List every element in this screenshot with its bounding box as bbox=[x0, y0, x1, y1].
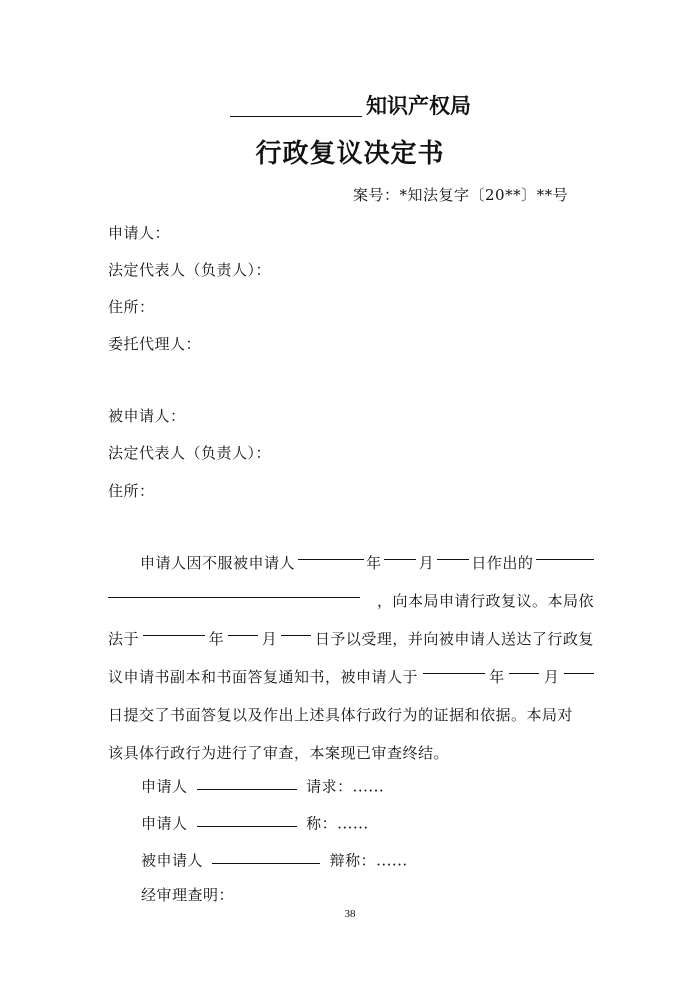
authority-blank-line bbox=[230, 116, 362, 117]
paragraph-text: 议申请书副本和书面答复通知书，被申请人于 bbox=[108, 668, 419, 686]
paragraph-line bbox=[108, 658, 594, 696]
applicant-legal-rep-label: 法定代表人（负责人）： bbox=[108, 261, 272, 279]
request-text: 请求：...... bbox=[306, 777, 385, 796]
page-number: 38 bbox=[344, 908, 356, 920]
applicant-claim-line bbox=[141, 811, 369, 834]
paragraph-line bbox=[108, 544, 594, 582]
findings-heading: 经审理查明： bbox=[141, 886, 235, 904]
paragraph-line bbox=[108, 696, 594, 734]
paragraph-text: 日提交了书面答复以及作出上述具体行政行为的证据和依据。本局对 bbox=[108, 706, 574, 724]
month-blank bbox=[384, 544, 416, 560]
month-label: 月 bbox=[418, 554, 435, 572]
year-blank bbox=[143, 620, 205, 636]
paragraph-text: ，向本局申请行政复议。本局依 bbox=[376, 592, 594, 610]
issuing-authority bbox=[230, 90, 480, 120]
defense-text: 辩称：...... bbox=[329, 851, 408, 870]
document-title: 行政复议决定书 bbox=[255, 139, 445, 169]
day-blank bbox=[281, 620, 311, 636]
month-blank bbox=[228, 620, 258, 636]
applicant-agent-label: 委托代理人： bbox=[108, 335, 202, 353]
year-blank bbox=[423, 658, 485, 674]
respondent-label: 被申请人 bbox=[141, 851, 204, 870]
respondent-address-label: 住所： bbox=[108, 482, 155, 500]
applicant-name-label: 申请人： bbox=[108, 224, 171, 242]
authority-name: 知识产权局 bbox=[366, 94, 471, 118]
applicant-blank bbox=[197, 772, 297, 790]
claim-text: 称：...... bbox=[306, 814, 369, 833]
paragraph-line bbox=[108, 620, 594, 658]
applicant-blank bbox=[197, 809, 297, 827]
paragraph-line bbox=[108, 582, 594, 620]
paragraph-text: 该具体行政行为进行了审查，本案现已审查终结。 bbox=[108, 744, 450, 762]
month-label: 月 bbox=[543, 668, 560, 686]
applicant-request-line bbox=[141, 774, 384, 797]
applicant-label: 申请人 bbox=[141, 814, 188, 833]
month-label: 月 bbox=[261, 630, 278, 648]
year-label: 年 bbox=[366, 554, 382, 572]
paragraph-text: 日予以受理，并向被申请人送达了行政复 bbox=[314, 630, 594, 648]
applicant-label: 申请人 bbox=[141, 777, 188, 796]
applicant-address-label: 住所： bbox=[108, 298, 155, 316]
month-blank bbox=[509, 658, 539, 674]
year-label: 年 bbox=[489, 668, 505, 686]
respondent-defense-line bbox=[141, 848, 408, 871]
day-blank bbox=[564, 658, 594, 674]
decision-blank bbox=[536, 544, 594, 560]
day-blank bbox=[437, 544, 469, 560]
case-number: 案号：*知法复字〔20**〕**号 bbox=[353, 186, 569, 204]
paragraph-text: 申请人因不服被申请人 bbox=[140, 554, 296, 572]
paragraph-text: 日作出的 bbox=[471, 554, 534, 572]
paragraph-text: 法于 bbox=[108, 630, 140, 648]
respondent-legal-rep-label: 法定代表人（负责人）： bbox=[108, 444, 272, 462]
paragraph-line bbox=[108, 734, 594, 772]
year-blank bbox=[298, 544, 364, 560]
year-label: 年 bbox=[208, 630, 225, 648]
respondent-name-label: 被申请人： bbox=[108, 407, 186, 425]
body-paragraph bbox=[108, 544, 594, 772]
decision-name-blank bbox=[108, 582, 360, 598]
respondent-blank bbox=[212, 846, 320, 864]
